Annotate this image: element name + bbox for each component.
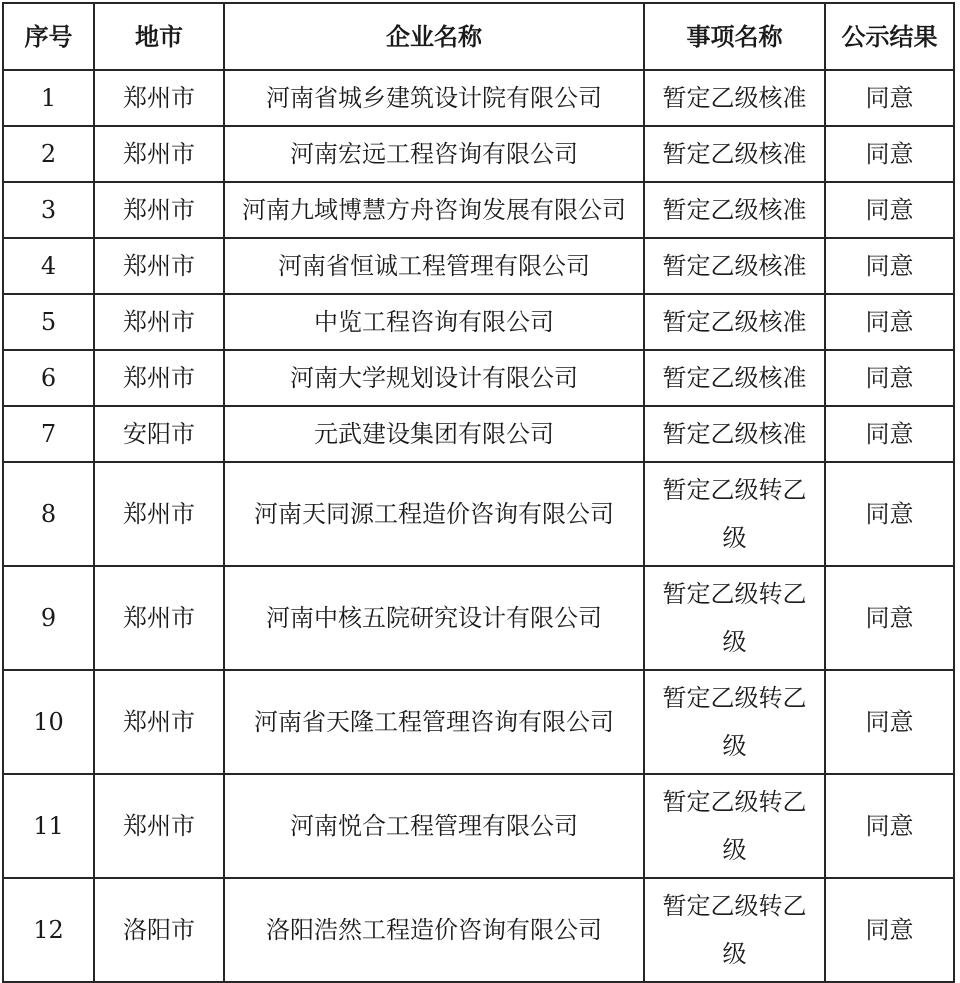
cell-company: 河南中核五院研究设计有限公司: [224, 566, 644, 670]
table-row: [3, 406, 954, 462]
cell-item: 暂定乙级转乙级: [644, 670, 825, 774]
approval-results-table: [2, 2, 955, 983]
header-index: 序号: [3, 3, 94, 70]
cell-company: 河南省天隆工程管理咨询有限公司: [224, 670, 644, 774]
cell-city: 郑州市: [94, 350, 224, 406]
table-row: [3, 182, 954, 238]
cell-result: 同意: [825, 878, 954, 982]
header-company: 企业名称: [224, 3, 644, 70]
cell-index: 4: [3, 238, 94, 294]
table-row: [3, 566, 954, 670]
cell-item: 暂定乙级核准: [644, 238, 825, 294]
cell-result: 同意: [825, 566, 954, 670]
cell-index: 7: [3, 406, 94, 462]
cell-company: 洛阳浩然工程造价咨询有限公司: [224, 878, 644, 982]
table-body: [3, 70, 954, 982]
cell-index: 9: [3, 566, 94, 670]
cell-company: 中览工程咨询有限公司: [224, 294, 644, 350]
cell-company: 河南悦合工程管理有限公司: [224, 774, 644, 878]
table-row: [3, 670, 954, 774]
cell-result: 同意: [825, 182, 954, 238]
cell-result: 同意: [825, 406, 954, 462]
cell-item: 暂定乙级核准: [644, 350, 825, 406]
header-result: 公示结果: [825, 3, 954, 70]
table-row: [3, 70, 954, 126]
cell-index: 5: [3, 294, 94, 350]
cell-company: 河南宏远工程咨询有限公司: [224, 126, 644, 182]
header-row: [3, 3, 954, 70]
cell-company: 河南省恒诚工程管理有限公司: [224, 238, 644, 294]
cell-item: 暂定乙级核准: [644, 406, 825, 462]
table-row: [3, 126, 954, 182]
cell-result: 同意: [825, 670, 954, 774]
cell-city: 郑州市: [94, 238, 224, 294]
header-city: 地市: [94, 3, 224, 70]
cell-item: 暂定乙级核准: [644, 70, 825, 126]
cell-index: 10: [3, 670, 94, 774]
cell-company: 河南天同源工程造价咨询有限公司: [224, 462, 644, 566]
cell-result: 同意: [825, 238, 954, 294]
cell-city: 郑州市: [94, 670, 224, 774]
cell-index: 6: [3, 350, 94, 406]
table-header: [3, 3, 954, 70]
cell-item: 暂定乙级转乙级: [644, 774, 825, 878]
cell-result: 同意: [825, 294, 954, 350]
cell-index: 3: [3, 182, 94, 238]
table-row: [3, 238, 954, 294]
cell-result: 同意: [825, 462, 954, 566]
cell-city: 郑州市: [94, 294, 224, 350]
cell-result: 同意: [825, 126, 954, 182]
cell-city: 郑州市: [94, 182, 224, 238]
cell-city: 郑州市: [94, 566, 224, 670]
cell-company: 河南九域博慧方舟咨询发展有限公司: [224, 182, 644, 238]
table-row: [3, 350, 954, 406]
cell-result: 同意: [825, 350, 954, 406]
cell-city: 郑州市: [94, 126, 224, 182]
table-row: [3, 294, 954, 350]
cell-index: 8: [3, 462, 94, 566]
cell-item: 暂定乙级核准: [644, 294, 825, 350]
table-row: [3, 462, 954, 566]
cell-item: 暂定乙级核准: [644, 182, 825, 238]
cell-item: 暂定乙级转乙级: [644, 462, 825, 566]
table-row: [3, 878, 954, 982]
cell-city: 郑州市: [94, 774, 224, 878]
cell-item: 暂定乙级转乙级: [644, 566, 825, 670]
cell-city: 郑州市: [94, 70, 224, 126]
cell-item: 暂定乙级核准: [644, 126, 825, 182]
header-item: 事项名称: [644, 3, 825, 70]
cell-index: 2: [3, 126, 94, 182]
table-row: [3, 774, 954, 878]
cell-result: 同意: [825, 70, 954, 126]
cell-company: 河南省城乡建筑设计院有限公司: [224, 70, 644, 126]
cell-city: 洛阳市: [94, 878, 224, 982]
cell-city: 安阳市: [94, 406, 224, 462]
cell-result: 同意: [825, 774, 954, 878]
cell-company: 元武建设集团有限公司: [224, 406, 644, 462]
cell-index: 12: [3, 878, 94, 982]
cell-index: 11: [3, 774, 94, 878]
cell-item: 暂定乙级转乙级: [644, 878, 825, 982]
cell-city: 郑州市: [94, 462, 224, 566]
cell-company: 河南大学规划设计有限公司: [224, 350, 644, 406]
cell-index: 1: [3, 70, 94, 126]
